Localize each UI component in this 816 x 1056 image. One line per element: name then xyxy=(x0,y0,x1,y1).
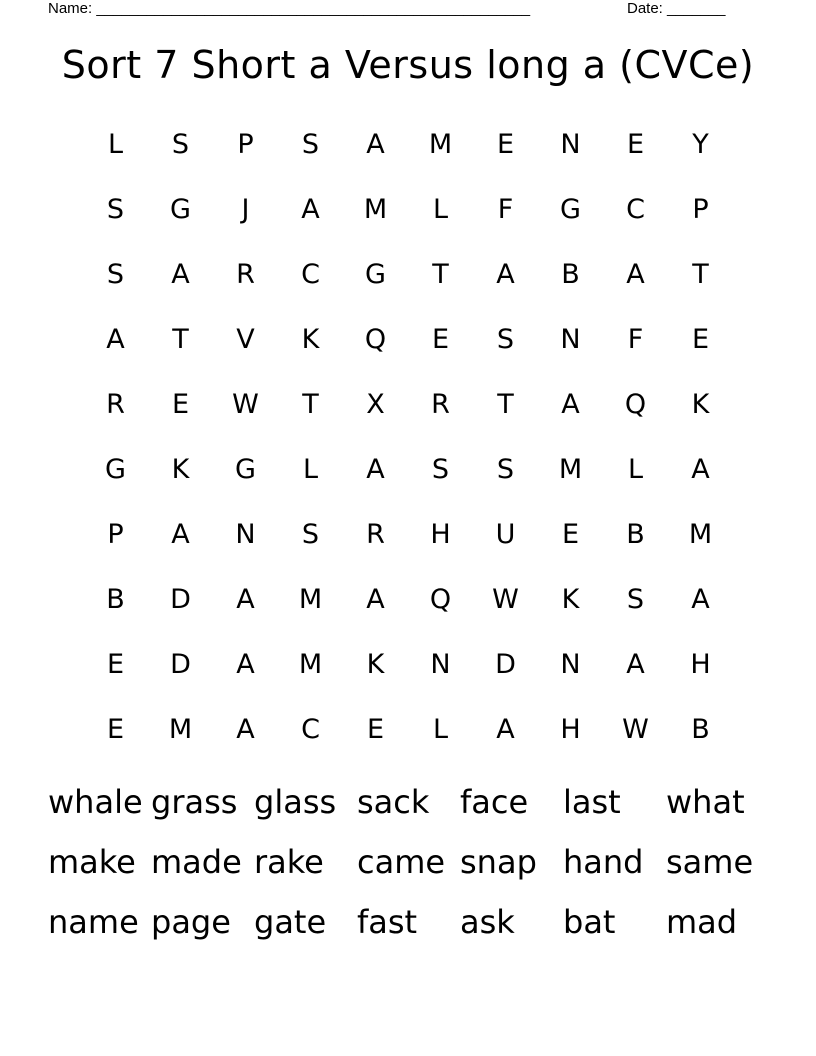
grid-letter[interactable]: G xyxy=(170,194,191,225)
grid-letter[interactable]: G xyxy=(105,454,126,485)
grid-letter[interactable]: W xyxy=(492,584,519,615)
header xyxy=(48,0,748,18)
grid-letter[interactable]: A xyxy=(171,259,190,290)
word-bank-item: bat xyxy=(563,903,616,941)
word-bank xyxy=(48,772,768,952)
grid-letter[interactable]: A xyxy=(236,714,255,745)
word-bank-item: made xyxy=(151,843,242,881)
grid-letter[interactable]: A xyxy=(691,584,710,615)
grid-letter[interactable]: E xyxy=(431,324,450,355)
grid-letter[interactable]: N xyxy=(235,519,256,550)
grid-letter[interactable]: T xyxy=(692,259,709,290)
grid-letter[interactable]: M xyxy=(363,194,388,225)
grid-letter[interactable]: D xyxy=(170,584,191,615)
grid-letter[interactable]: D xyxy=(495,649,516,680)
grid-letter[interactable]: K xyxy=(301,324,320,355)
grid-letter[interactable]: T xyxy=(172,324,189,355)
grid-letter[interactable]: R xyxy=(106,389,125,420)
grid-letter[interactable]: U xyxy=(495,519,516,550)
grid-letter[interactable]: E xyxy=(691,324,710,355)
word-search-grid xyxy=(83,112,733,762)
grid-letter[interactable]: A xyxy=(236,649,255,680)
grid-letter[interactable]: W xyxy=(232,389,259,420)
grid-letter[interactable]: J xyxy=(241,194,250,225)
grid-letter[interactable]: L xyxy=(627,454,644,485)
grid-letter[interactable]: S xyxy=(626,584,645,615)
grid-letter[interactable]: M xyxy=(428,129,453,160)
word-bank-item: last xyxy=(563,783,621,821)
grid-letter[interactable]: P xyxy=(107,519,124,550)
grid-letter[interactable]: S xyxy=(431,454,450,485)
grid-letter[interactable]: G xyxy=(365,259,386,290)
grid-letter[interactable]: A xyxy=(171,519,190,550)
grid-letter[interactable]: F xyxy=(497,194,514,225)
grid-letter[interactable]: A xyxy=(301,194,320,225)
word-bank-item: hand xyxy=(563,843,644,881)
word-bank-item: same xyxy=(666,843,754,881)
word-bank-item: came xyxy=(357,843,446,881)
grid-letter[interactable]: T xyxy=(497,389,514,420)
grid-letter[interactable]: S xyxy=(301,129,320,160)
grid-letter[interactable]: C xyxy=(626,194,645,225)
grid-letter[interactable]: W xyxy=(622,714,649,745)
grid-letter[interactable]: A xyxy=(366,584,385,615)
word-bank-item: rake xyxy=(254,843,324,881)
grid-letter[interactable]: L xyxy=(432,194,449,225)
grid-letter[interactable]: K xyxy=(561,584,580,615)
grid-letter[interactable]: S xyxy=(171,129,190,160)
grid-letter[interactable]: E xyxy=(106,714,125,745)
grid-letter[interactable]: Q xyxy=(364,324,387,355)
grid-letter[interactable]: A xyxy=(366,129,385,160)
word-bank-item: snap xyxy=(460,843,537,881)
grid-letter[interactable]: A xyxy=(496,714,515,745)
grid-letter[interactable]: A xyxy=(496,259,515,290)
grid-letter[interactable]: Q xyxy=(429,584,452,615)
grid-letter[interactable]: H xyxy=(430,519,451,550)
grid-letter[interactable]: R xyxy=(236,259,255,290)
grid-letter[interactable]: H xyxy=(560,714,581,745)
name-field[interactable]: Name: ____________________________________________________ xyxy=(48,0,531,17)
word-bank-item: face xyxy=(460,783,529,821)
grid-letter[interactable]: S xyxy=(496,454,515,485)
grid-letter[interactable]: N xyxy=(430,649,451,680)
word-bank-item: ask xyxy=(460,903,515,941)
word-bank-item: whale xyxy=(48,783,143,821)
grid-letter[interactable]: K xyxy=(366,649,385,680)
grid-letter[interactable]: A xyxy=(236,584,255,615)
grid-letter[interactable]: A xyxy=(691,454,710,485)
grid-letter[interactable]: N xyxy=(560,324,581,355)
grid-letter[interactable]: V xyxy=(236,324,255,355)
grid-letter[interactable]: M xyxy=(558,454,583,485)
grid-letter[interactable]: B xyxy=(561,259,580,290)
grid-letter[interactable]: L xyxy=(432,714,449,745)
grid-letter[interactable]: G xyxy=(235,454,256,485)
grid-letter[interactable]: B xyxy=(106,584,125,615)
grid-letter[interactable]: F xyxy=(627,324,644,355)
word-bank-item: page xyxy=(151,903,231,941)
grid-letter[interactable]: S xyxy=(106,259,125,290)
grid-letter[interactable]: A xyxy=(106,324,125,355)
grid-letter[interactable]: E xyxy=(366,714,385,745)
grid-letter[interactable]: A xyxy=(626,649,645,680)
grid-letter[interactable]: E xyxy=(496,129,515,160)
grid-letter[interactable]: A xyxy=(626,259,645,290)
grid-letter[interactable]: M xyxy=(168,714,193,745)
grid-letter[interactable]: E xyxy=(626,129,645,160)
word-bank-item: fast xyxy=(357,903,418,941)
page-title: Sort 7 Short a Versus long a (CVCe) xyxy=(61,43,755,87)
grid-letter[interactable]: Q xyxy=(624,389,647,420)
grid-letter[interactable]: M xyxy=(688,519,713,550)
grid-letter[interactable]: P xyxy=(692,194,709,225)
grid-letter[interactable]: E xyxy=(171,389,190,420)
grid-letter[interactable]: L xyxy=(302,454,319,485)
grid-letter[interactable]: B xyxy=(691,714,710,745)
word-bank-item: glass xyxy=(254,783,337,821)
grid-letter[interactable]: P xyxy=(237,129,254,160)
word-bank-item: name xyxy=(48,903,139,941)
word-bank-item: mad xyxy=(666,903,738,941)
grid-letter[interactable]: S xyxy=(301,519,320,550)
grid-letter[interactable]: E xyxy=(106,649,125,680)
date-field[interactable]: Date: _______ xyxy=(627,0,726,17)
grid-letter[interactable]: N xyxy=(560,649,581,680)
grid-letter[interactable]: T xyxy=(432,259,449,290)
word-bank-item: make xyxy=(48,843,136,881)
grid-letter[interactable]: T xyxy=(302,389,319,420)
grid-letter[interactable]: X xyxy=(366,389,385,420)
grid-letter[interactable]: C xyxy=(301,259,320,290)
word-bank-item: gate xyxy=(254,903,327,941)
grid-letter[interactable]: L xyxy=(107,129,124,160)
grid-letter[interactable]: S xyxy=(496,324,515,355)
grid-letter[interactable]: K xyxy=(691,389,710,420)
word-bank-item: what xyxy=(666,783,745,821)
grid-letter[interactable]: D xyxy=(170,649,191,680)
grid-letter[interactable]: R xyxy=(431,389,450,420)
grid-letter[interactable]: G xyxy=(560,194,581,225)
grid-letter[interactable]: A xyxy=(561,389,580,420)
grid-letter[interactable]: A xyxy=(366,454,385,485)
grid-letter[interactable]: Y xyxy=(692,129,709,160)
grid-letter[interactable]: R xyxy=(366,519,385,550)
grid-letter[interactable]: N xyxy=(560,129,581,160)
word-bank-item: sack xyxy=(357,783,430,821)
grid-letter[interactable]: H xyxy=(690,649,711,680)
grid-letter[interactable]: C xyxy=(301,714,320,745)
grid-letter[interactable]: M xyxy=(298,584,323,615)
grid-letter[interactable]: B xyxy=(626,519,645,550)
grid-letter[interactable]: E xyxy=(561,519,580,550)
word-bank-item: grass xyxy=(151,783,238,821)
grid-letter[interactable]: K xyxy=(171,454,190,485)
grid-letter[interactable]: M xyxy=(298,649,323,680)
grid-letter[interactable]: S xyxy=(106,194,125,225)
